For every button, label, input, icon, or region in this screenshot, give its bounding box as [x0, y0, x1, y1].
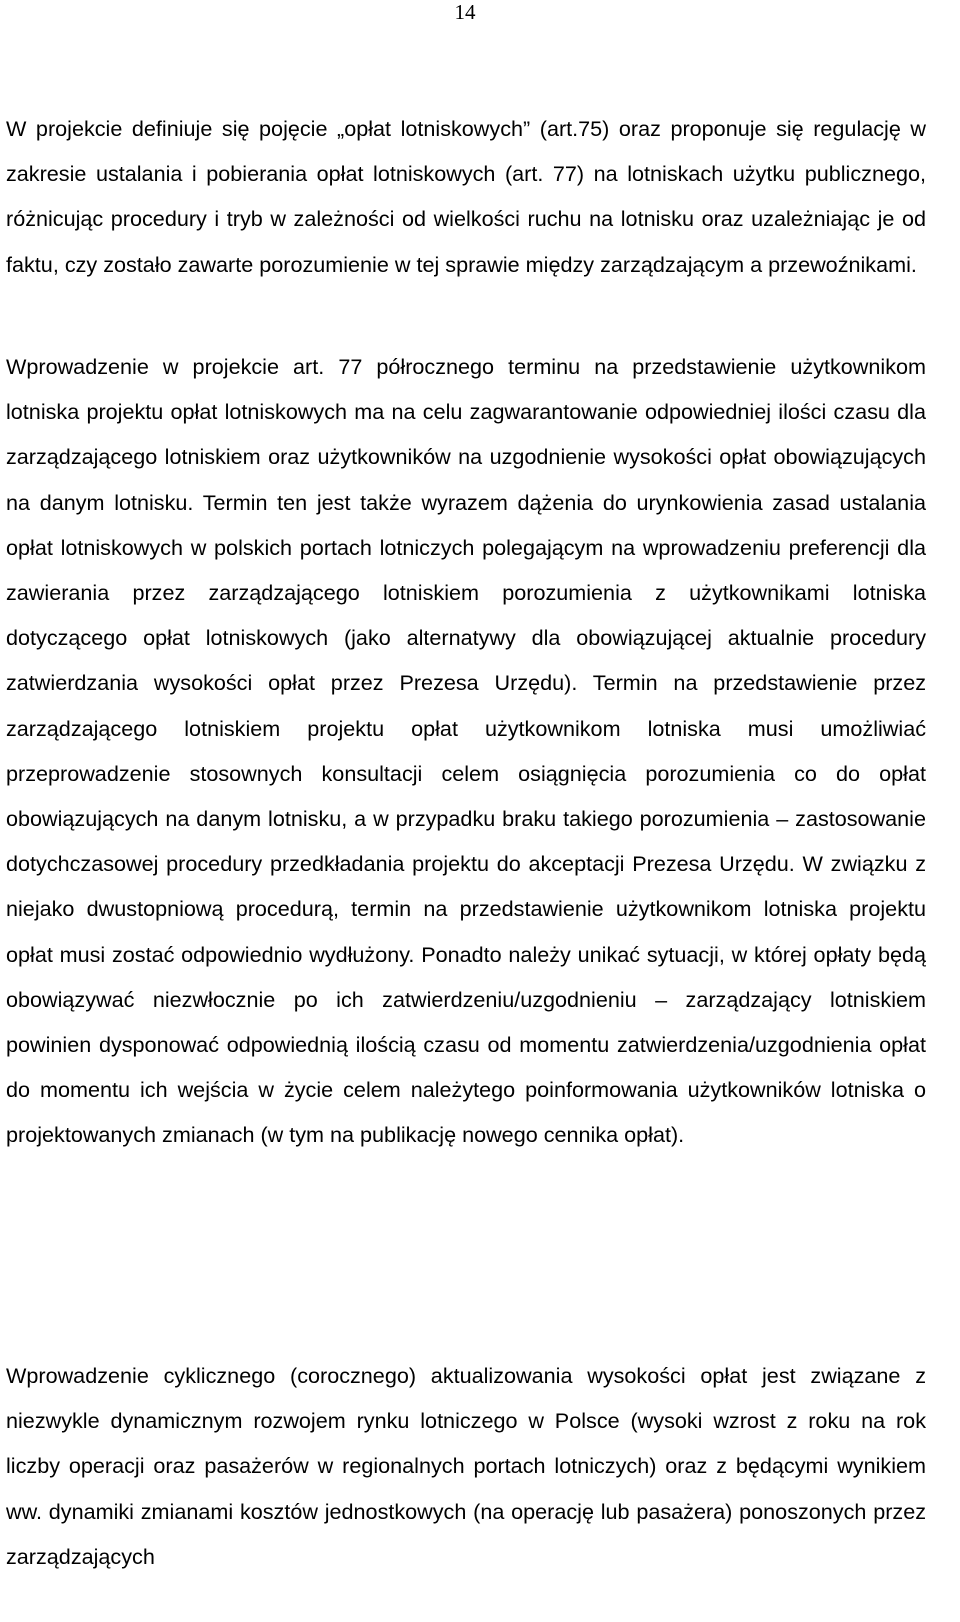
- page-number: 14: [454, 0, 476, 24]
- paragraph-3: Wprowadzenie cyklicznego (corocznego) aktualizowania wysokości opłat jest związane z niezwykle dynamicznym rozwojem rynku lotniczego w Polsce (wysoki wzrost z roku na rok liczby operacji oraz pasażerów w regionalnych portach lotniczych) oraz z będącymi wynikiem ww. dynamiki zmianami kosztów jednostkowych (na operację lub pasażera) ponoszonych przez zarządzających: [6, 1363, 926, 1569]
- paragraph-2: Wprowadzenie w projekcie art. 77 półrocznego terminu na przedstawienie użytkownikom lotniska projektu opłat lotniskowych ma na celu zagwarantowanie odpowiedniej ilości czasu dla zarządzającego lotniskiem oraz użytkowników na uzgodnienie wysokości opłat obowiązujących na danym lotnisku. Termin ten jest także wyrazem dążenia do urynkowienia zasad ustalania opłat lotniskowych w polskich portach lotniczych polegającym na wprowadzeniu preferencji dla zawierania przez zarządzającego lotniskiem porozumienia z użytkownikami lotniska dotyczącego opłat lotniskowych (jako alternatywy dla obowiązującej aktualnie procedury zatwierdzania wysokości opłat przez Prezesa Urzędu). Termin na przedstawienie przez zarządzającego lotniskiem projektu opłat użytkownikom lotniska musi umożliwiać przeprowadzenie stosownych konsultacji celem osiągnięcia porozumienia co do opłat obowiązujących na danym lotnisku, a w przypadku braku takiego porozumienia – zastosowanie dotychczasowej procedury przedkładania projektu do akceptacji Prezesa Urzędu. W związku z niejako dwustopniową procedurą, termin na przedstawienie użytkownikom lotniska projektu opłat musi zostać odpowiednio wydłużony. Ponadto należy unikać sytuacji, w której opłaty będą obowiązywać niezwłocznie po ich zatwierdzeniu/uzgodnieniu – zarządzający lotniskiem powinien dysponować odpowiednią ilością czasu od momentu zatwierdzenia/uzgodnienia opłat do momentu ich wejścia w życie celem należytego poinformowania użytkowników lotniska o projektowanych zmianach (w tym na publikację nowego cennika opłat).: [6, 354, 926, 1148]
- paragraph-3-container: [6, 1353, 926, 1579]
- paragraph-2-container: [6, 344, 926, 1158]
- paragraph-1: W projekcie definiuje się pojęcie „opłat lotniskowych” (art.75) oraz proponuje się regulację w zakresie ustalania i pobierania opłat lotniskowych (art. 77) na lotniskach użytku publicznego, różnicując procedury i tryb w zależności od wielkości ruchu na lotnisku oraz uzależniając je od faktu, czy zostało zawarte porozumienie w tej sprawie między zarządzającym a przewoźnikami.: [6, 116, 926, 277]
- paragraph-1-container: [6, 106, 926, 287]
